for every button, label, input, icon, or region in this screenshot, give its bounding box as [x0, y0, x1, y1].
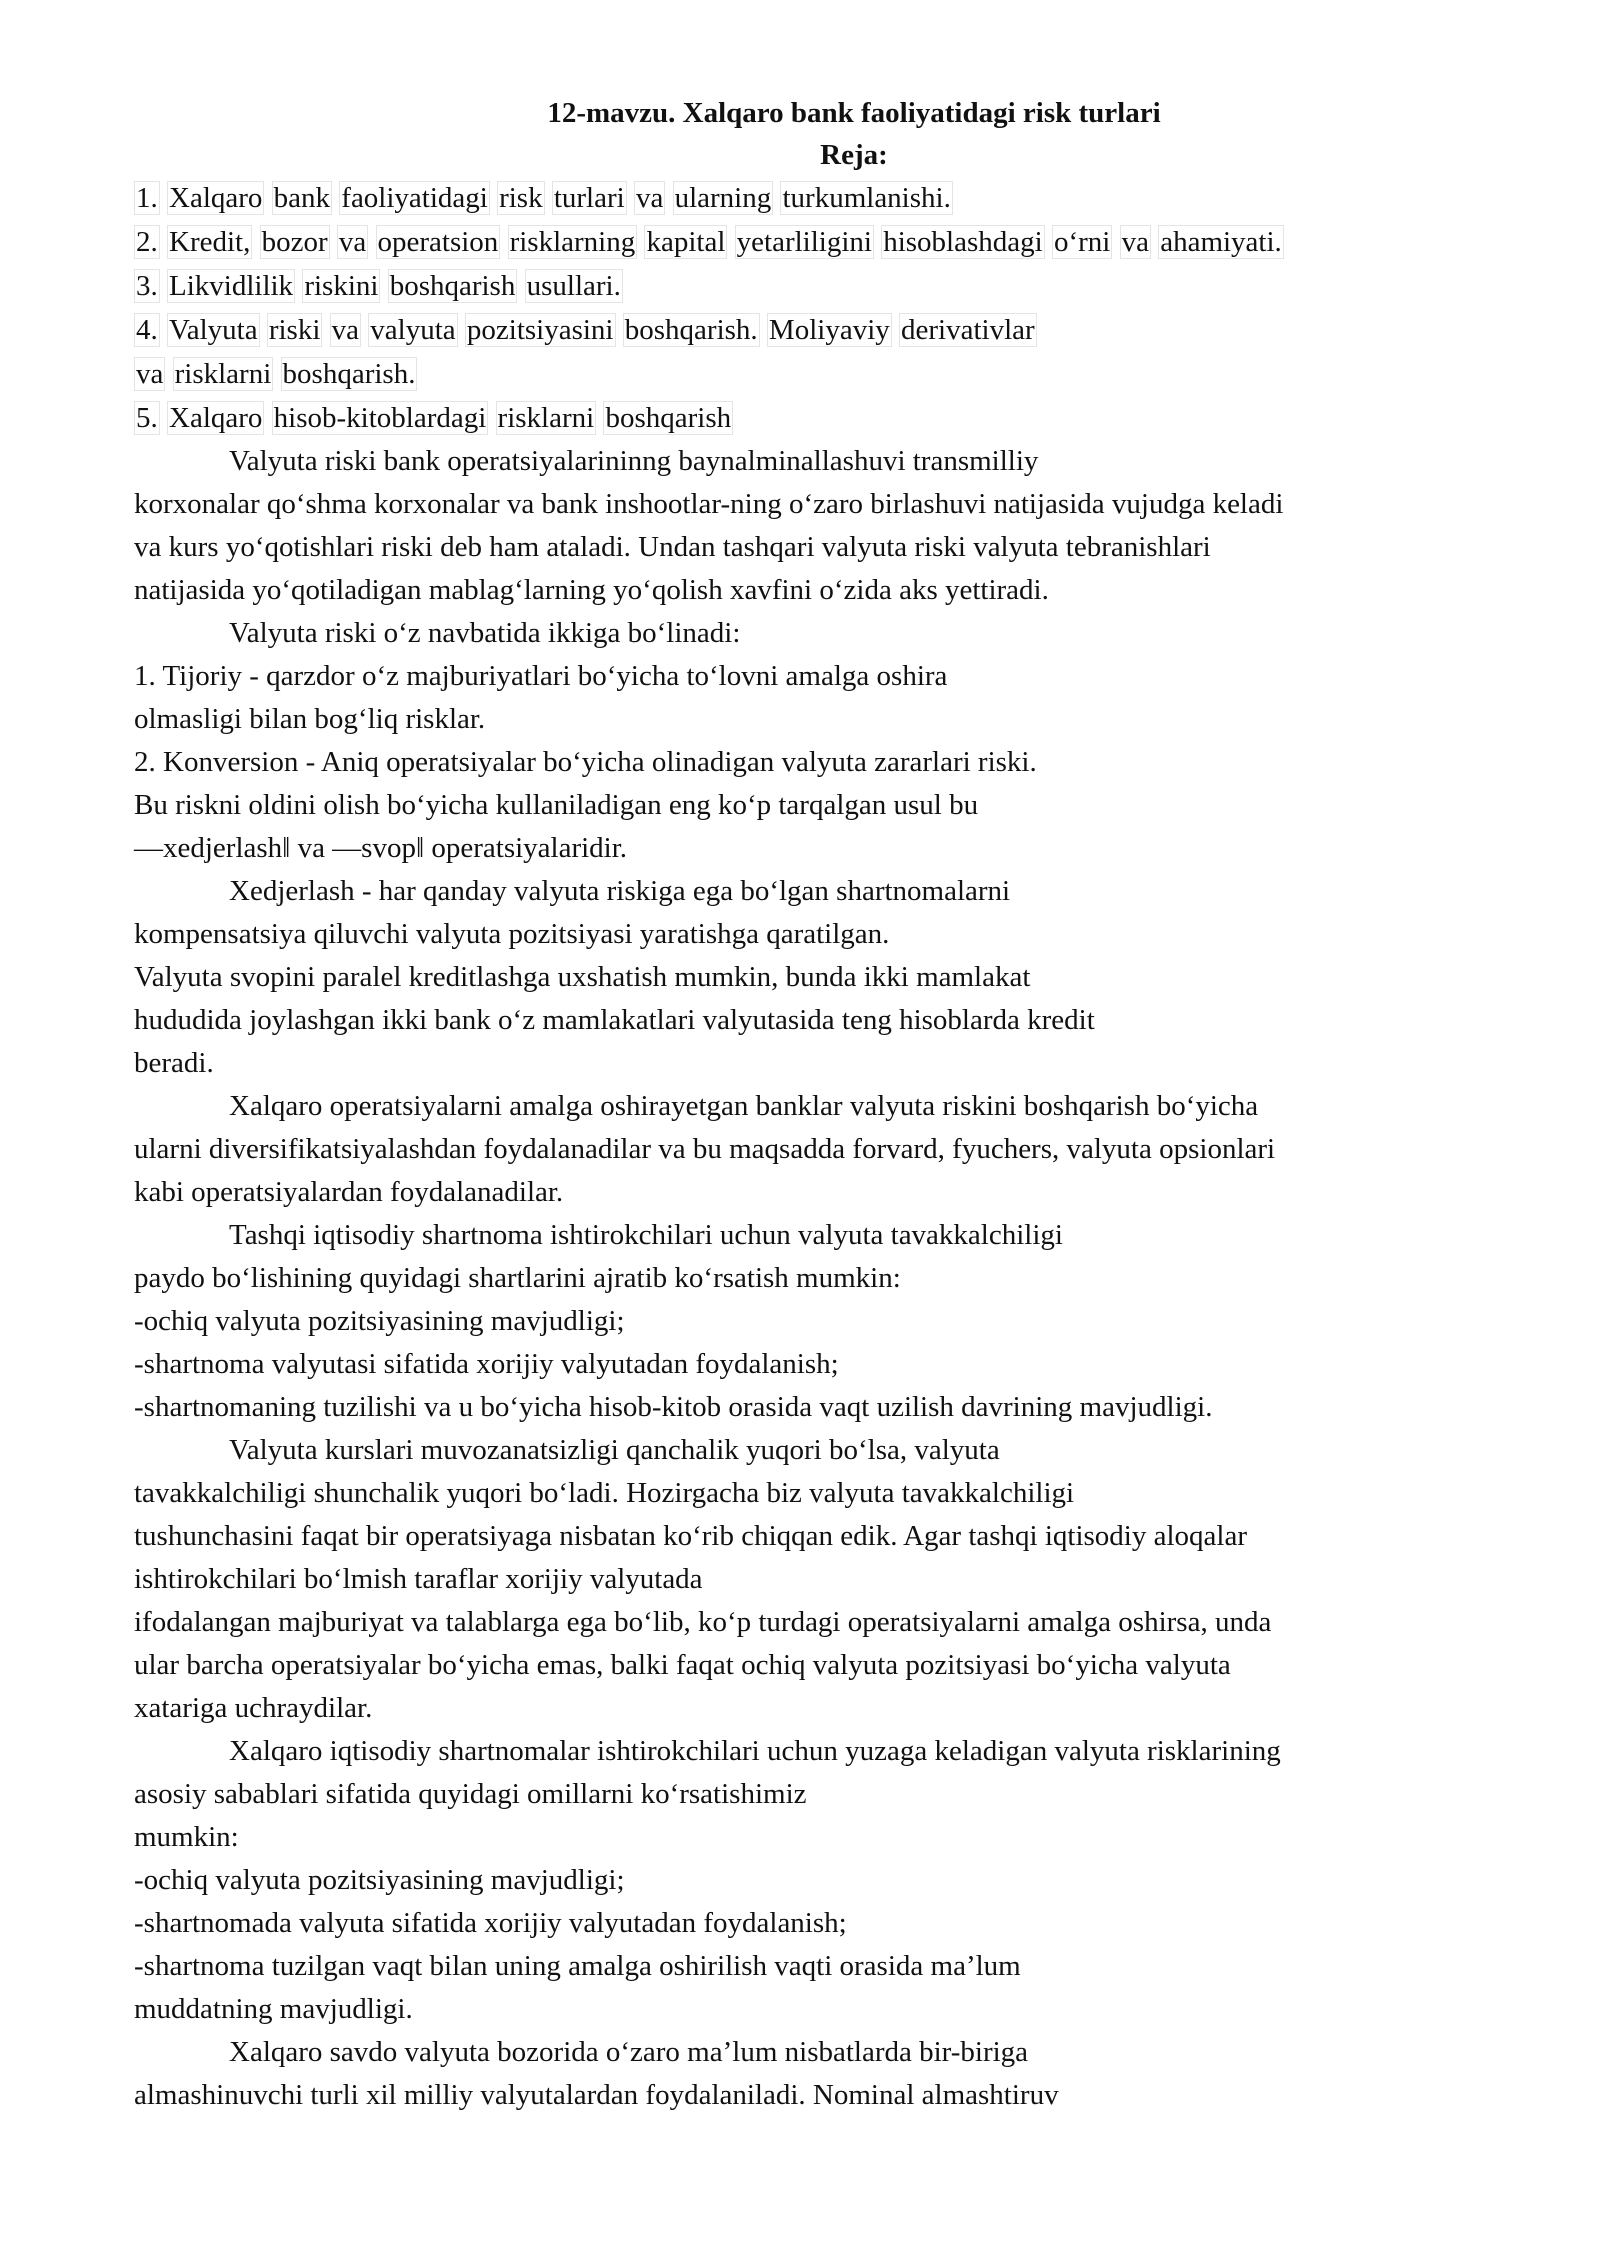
paragraph: [134, 2074, 1534, 2117]
text-line: ifodalangan majburiyat va talablarga ega bo‘lib, ko‘p turdagi operatsiyalarni amalga oshirsa, unda: [134, 1606, 1272, 1638]
text-line: Valyuta riski o‘z navbatida ikkiga bo‘linadi:: [229, 617, 741, 649]
text-line: va kurs yo‘qotishlari riski deb ham ataladi. Undan tashqari valyuta riski valyuta tebranishlari: [134, 531, 1211, 563]
text-line: Xalqaro iqtisodiy shartnomalar ishtirokchilari uchun yuzaga keladigan valyuta risklarining: [229, 1735, 1281, 1767]
text-line: ularni diversifikatsiyalashdan foydalanadilar va bu maqsadda forvard, fyuchers, valyuta opsionlari: [134, 1133, 1276, 1165]
plan-word: va: [1121, 226, 1149, 258]
plan-word: riskini: [304, 270, 379, 302]
text-line: Valyuta riski bank operatsiyalarininng baynalminallashuvi transmilliy: [229, 445, 1039, 477]
text-line: Xedjerlash - har qanday valyuta riskiga ega bo‘lgan shartnomalarni: [229, 875, 1011, 907]
plan-word: riski: [268, 314, 321, 346]
plan-item: [134, 352, 1534, 396]
text-line: -shartnoma valyutasi sifatida xorijiy valyutadan foydalanish;: [134, 1348, 839, 1380]
text-line: -shartnoma tuzilgan vaqt bilan uning amalga oshirilish vaqti orasida ma’lum: [134, 1950, 1021, 1982]
plan-word: o‘rni: [1053, 226, 1111, 258]
text-line: -shartnomaning tuzilishi va u bo‘yicha hisob-kitob orasida vaqt uzilish davrining mavjudligi.: [134, 1391, 1213, 1423]
plan-word: turkumlanishi.: [782, 182, 951, 214]
plan-word: boshqarish: [389, 270, 516, 302]
plan-word: va: [338, 226, 367, 258]
text-line: Xalqaro savdo valyuta bozorida o‘zaro ma’lum nisbatlarda bir-biriga: [229, 2036, 1029, 2068]
plan-word: va: [136, 358, 164, 390]
paragraph: [134, 1429, 1534, 1472]
text-line: olmasligi bilan bog‘liq risklar.: [134, 703, 486, 735]
plan-word: boshqarish: [605, 402, 732, 434]
plan-word: bozor: [261, 226, 328, 258]
plan-word: Valyuta: [169, 314, 258, 346]
paragraph: [134, 870, 1534, 913]
plan-word: boshqarish.: [282, 358, 416, 390]
text-line: korxonalar qo‘shma korxonalar va bank inshootlar-ning o‘zaro birlashuvi natijasida vujudga keladi: [134, 488, 1284, 520]
text-line: Tashqi iqtisodiy shartnoma ishtirokchilari uchun valyuta tavakkalchiligi: [229, 1219, 1063, 1251]
text-line: Bu riskni oldini olish bo‘yicha kullaniladigan eng ko‘p tarqalgan usul bu: [134, 789, 979, 821]
paragraph: [134, 655, 1534, 870]
plan-word: ahamiyati.: [1160, 226, 1282, 258]
plan-word: turlari: [553, 182, 625, 214]
paragraph: [134, 2031, 1534, 2074]
text-line: tavakkalchiligi shunchalik yuqori bo‘ladi. Hozirgacha biz valyuta tavakkalchiligi: [134, 1477, 1075, 1509]
text-line: hududida joylashgan ikki bank o‘z mamlakatlari valyutasida teng hisoblarda kredit: [134, 1004, 1095, 1036]
text-line: —xedjerlash‖ va —svop‖ operatsiyalaridir.: [134, 832, 628, 864]
text-line: muddatning mavjudligi.: [134, 1993, 413, 2025]
plan-item: [134, 220, 1534, 264]
plan-word: va: [635, 182, 664, 214]
plan-item: [134, 308, 1534, 352]
plan-word: hisob-kitoblardagi: [273, 402, 487, 434]
body-text: [134, 440, 1534, 2117]
text-line: Xalqaro operatsiyalarni amalga oshirayetgan banklar valyuta riskini boshqarish bo‘yicha: [229, 1090, 1259, 1122]
plan-item: [134, 396, 1534, 440]
paragraph: [134, 1472, 1534, 1730]
plan-word: Xalqaro: [169, 402, 263, 434]
text-line: 2. Konversion - Aniq operatsiyalar bo‘yicha olinadigan valyuta zararlari riski.: [134, 746, 1037, 778]
plan-word: Moliyaviy: [768, 314, 890, 346]
text-line: -shartnomada valyuta sifatida xorijiy valyutadan foydalanish;: [134, 1907, 847, 1939]
text-line: mumkin:: [134, 1821, 239, 1853]
paragraph: [134, 913, 1534, 1085]
plan-word: operatsion: [377, 226, 499, 258]
plan-word: risklarni: [174, 358, 272, 390]
plan-word: risklarning: [509, 226, 636, 258]
plan-word: 4.: [136, 314, 158, 346]
plan-word: pozitsiyasini: [466, 314, 614, 346]
plan-word: bank: [273, 182, 331, 214]
paragraph: [134, 1128, 1534, 1214]
plan-word: yetarliligini: [736, 226, 872, 258]
plan-word: Likvidlilik: [169, 270, 294, 302]
text-line: ishtirokchilari bo‘lmish taraflar xorijiy valyutada: [134, 1563, 703, 1595]
plan-word: kapital: [646, 226, 726, 258]
plan-word: derivativlar: [901, 314, 1035, 346]
text-line: xatariga uchraydilar.: [134, 1692, 373, 1724]
plan-word: risklarni: [497, 402, 595, 434]
text-line: tushunchasini faqat bir operatsiyaga nisbatan ko‘rib chiqqan edik. Agar tashqi iqtisodiy aloqalar: [134, 1520, 1247, 1552]
text-line: kabi operatsiyalardan foydalanadilar.: [134, 1176, 564, 1208]
paragraph: [134, 440, 1534, 612]
plan-word: Kredit,: [169, 226, 251, 258]
text-line: -ochiq valyuta pozitsiyasining mavjudligi;: [134, 1864, 625, 1896]
text-line: paydo bo‘lishining quyidagi shartlarini ajratib ko‘rsatish mumkin:: [134, 1262, 901, 1294]
text-line: beradi.: [134, 1047, 214, 1079]
plan-word: ularning: [674, 182, 772, 214]
text-line: almashinuvchi turli xil milliy valyutalardan foydalaniladi. Nominal almashtiruv: [134, 2079, 1059, 2111]
plan-word: 1.: [136, 182, 158, 214]
paragraph: [134, 1773, 1534, 2031]
plan-list: [134, 176, 1534, 440]
plan-word: usullari.: [526, 270, 621, 302]
plan-word: 5.: [136, 402, 158, 434]
text-line: natijasida yo‘qotiladigan mablag‘larning yo‘qolish xavfini o‘zida aks yettiradi.: [134, 574, 1049, 606]
text-line: 1. Tijoriy - qarzdor o‘z majburiyatlari bo‘yicha to‘lovni amalga oshira: [134, 660, 948, 692]
plan-word: hisoblashdagi: [883, 226, 1043, 258]
text-line: ular barcha operatsiyalar bo‘yicha emas, balki faqat ochiq valyuta pozitsiyasi bo‘yicha valyuta: [134, 1649, 1231, 1681]
text-line: kompensatsiya qiluvchi valyuta pozitsiyasi yaratishga qaratilgan.: [134, 918, 890, 950]
text-line: Valyuta kurslari muvozanatsizligi qanchalik yuqori bo‘lsa, valyuta: [229, 1434, 1000, 1466]
paragraph: [134, 1085, 1534, 1128]
document-title: 12-mavzu. Xalqaro bank faoliyatidagi risk turlari: [547, 97, 1161, 129]
plan-word: boshqarish.: [624, 314, 758, 346]
text-line: asosiy sabablari sifatida quyidagi omillarni ko‘rsatishimiz: [134, 1778, 807, 1810]
paragraph: [134, 1257, 1534, 1429]
plan-word: valyuta: [370, 314, 456, 346]
text-line: -ochiq valyuta pozitsiyasining mavjudligi;: [134, 1305, 625, 1337]
paragraph: [134, 612, 1534, 655]
plan-word: va: [331, 314, 360, 346]
plan-word: faoliyatidagi: [341, 182, 488, 214]
plan-word: Xalqaro: [169, 182, 263, 214]
plan-heading: Reja:: [820, 139, 888, 171]
plan-word: 3.: [136, 270, 158, 302]
plan-word: risk: [499, 182, 543, 214]
text-line: Valyuta svopini paralel kreditlashga uxshatish mumkin, bunda ikki mamlakat: [134, 961, 1031, 993]
document-body: [134, 92, 1534, 2117]
plan-item: [134, 264, 1534, 308]
paragraph: [134, 1214, 1534, 1257]
plan-word: 2.: [136, 226, 158, 258]
plan-item: [134, 176, 1534, 220]
paragraph: [134, 1730, 1534, 1773]
